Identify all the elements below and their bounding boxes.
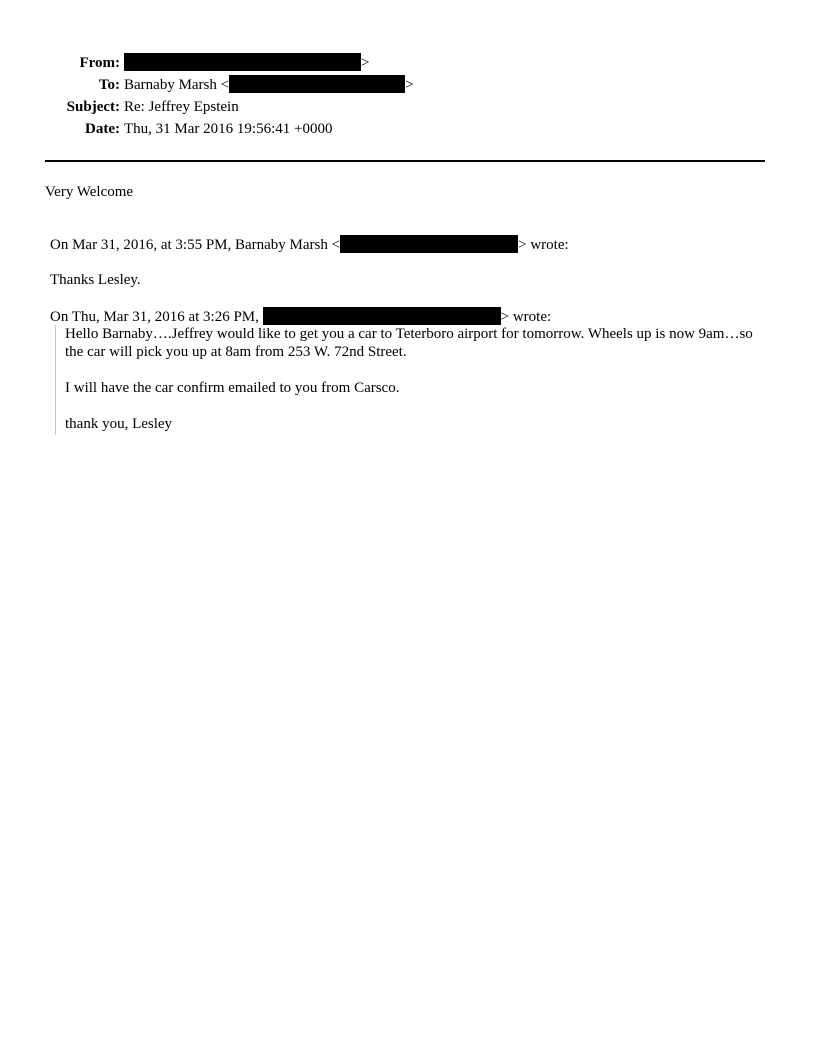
quoted-paragraph: thank you, Lesley <box>65 416 173 432</box>
date-label: Date: <box>85 121 120 137</box>
from-row <box>0 53 816 75</box>
quoted-message <box>55 325 756 435</box>
date-value: Thu, 31 Mar 2016 19:56:41 +0000 <box>124 121 333 137</box>
redaction-box <box>340 235 518 253</box>
subject-label: Subject: <box>66 99 120 115</box>
from-label: From: <box>79 55 120 71</box>
quoted-paragraph: Hello Barnaby….Jeffrey would like to get you a car to Teterboro airport for tomorrow. Wheels up is now 9am…so the car will pick you up at 8am from 253 W. 72nd Street. <box>65 326 753 360</box>
header-divider <box>45 160 765 162</box>
date-row <box>0 119 816 141</box>
to-suffix: > <box>405 77 414 93</box>
from-suffix: > <box>361 55 370 71</box>
quote-attribution-2 <box>50 307 551 326</box>
to-value <box>124 75 414 95</box>
subject-row <box>0 97 816 119</box>
quote1-text: Thanks Lesley. <box>50 272 141 288</box>
to-name: Barnaby Marsh < <box>124 77 230 93</box>
to-label: To: <box>98 77 120 93</box>
quote-attribution-1 <box>50 235 569 254</box>
to-row <box>0 75 816 97</box>
quote1-intro: On Mar 31, 2016, at 3:55 PM, Barnaby Marsh < <box>50 237 341 253</box>
quote2-outro: > wrote: <box>500 309 552 325</box>
email-header <box>0 53 816 141</box>
quote2-intro: On Thu, Mar 31, 2016 at 3:26 PM, <box>50 309 263 325</box>
redaction-box <box>263 307 501 325</box>
quoted-paragraph: I will have the car confirm emailed to you from Carsco. <box>65 380 400 396</box>
reply-text: Very Welcome <box>45 184 134 200</box>
subject-value: Re: Jeffrey Epstein <box>124 99 239 115</box>
redaction-box <box>124 53 361 71</box>
from-value <box>124 53 369 73</box>
redaction-box <box>229 75 405 93</box>
quote1-outro: > wrote: <box>518 237 569 253</box>
